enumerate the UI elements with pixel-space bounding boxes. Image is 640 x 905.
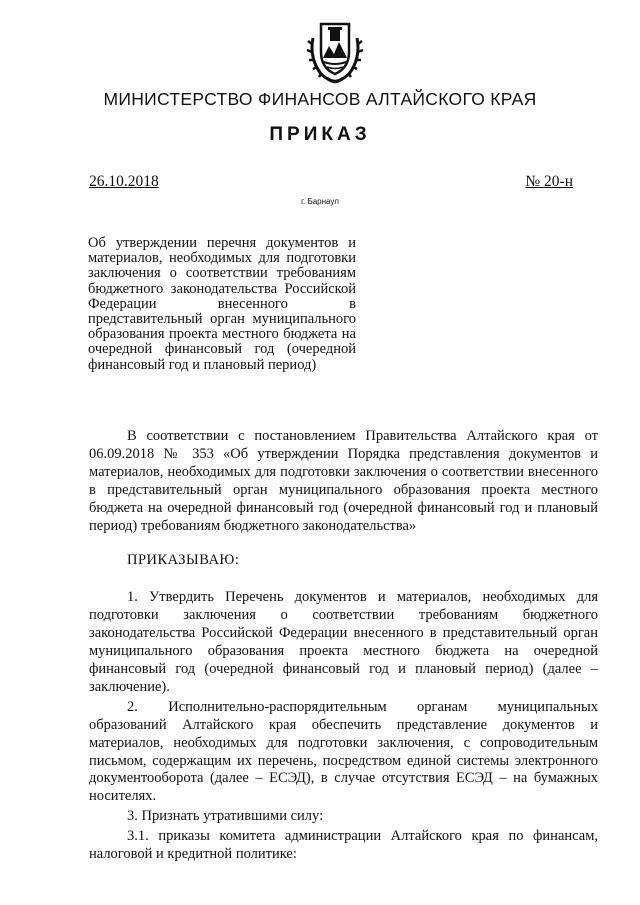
order-item: 3. Признать утратившими силу: [127,808,324,825]
document-type-title: ПРИКАЗ [269,124,371,145]
coat-of-arms-icon [303,18,367,86]
order-item: 1. Утвердить Перечень документов и материалов, необходимых для подготовки заключения о соответствии требованиям бюджетного законодательства Российской Федерации внесенного в представительный орган муниципального образования проекта местного бюджета на очередной финансовый год (очередной финансовый год и плановый период) (далее – заключение). [89,589,598,695]
order-item: 2. Исполнительно-распорядительным органам муниципальных образований Алтайского края обеспечить представление документов и материалов, необходимых для подготовки заключения, с сопроводительным письмом, содержащим их перечень, посредством единой системы электронного документооборота (далее – ЕСЭД), в случае отсутствия ЕСЭД – на бумажных носителях. [89,698,598,805]
order-number: № 20-н [525,173,573,190]
order-subject: Об утверждении перечня документов и материалов, необходимых для подготовки заключения о соответствии требованиям бюджетного законодательства Российской Федерации внесенного в представительный орган муниципального образования проекта местного бюджета на очередной финансовый год (очередной финансовый год и плановый период) [88,235,356,373]
order-item: 3.1. приказы комитета администрации Алтайского края по финансам, налоговой и кредитной политике: [89,828,598,863]
preamble-paragraph: В соответствии с постановлением Правительства Алтайского края от 06.09.2018 № 353 «Об утверждении Порядка представления документов и материалов, необходимых для подготовки заключения о соответствии внесенного в представительный орган муниципального образования проекта местного бюджета на очередной финансовый год (очередной финансовый год и плановый период) требованиям бюджетного законодательства» [89,428,598,534]
order-directive-word: ПРИКАЗЫВАЮ: [127,552,240,569]
order-date: 26.10.2018 [89,173,159,190]
ministry-name: МИНИСТЕРСТВО ФИНАНСОВ АЛТАЙСКОГО КРАЯ [103,89,537,109]
order-body [89,428,598,864]
issue-city: г. Барнаул [301,197,339,206]
